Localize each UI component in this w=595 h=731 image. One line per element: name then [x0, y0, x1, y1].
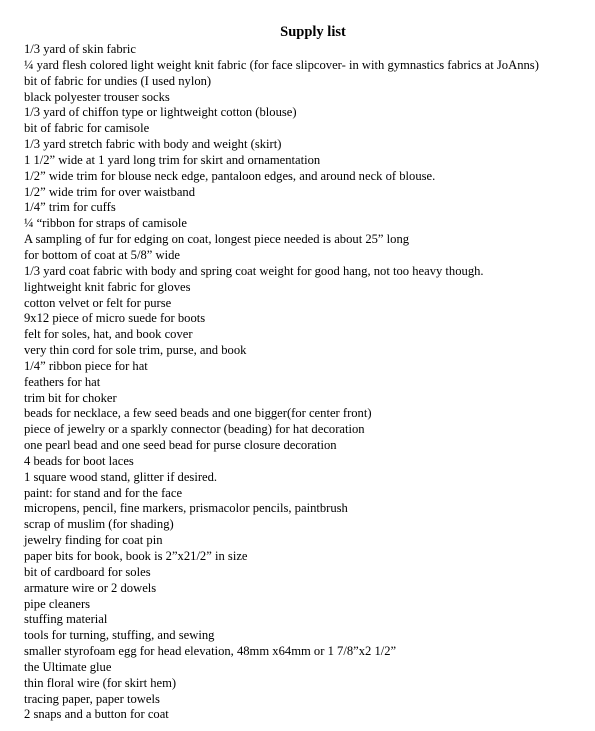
supply-list-item: pipe cleaners	[24, 596, 91, 611]
supply-list-item: A sampling of fur for edging on coat, longest piece needed is about 25” long	[24, 232, 410, 247]
supply-list-item: tracing paper, paper towels	[24, 691, 160, 706]
supply-list-item: 1/3 yard stretch fabric with body and weight (skirt)	[24, 137, 282, 152]
supply-list-item: 1/3 yard of chiffon type or lightweight cotton (blouse)	[24, 105, 297, 120]
supply-list-item: bit of cardboard for soles	[24, 564, 151, 579]
supply-list-item: ¼ “ribbon for straps of camisole	[24, 216, 187, 231]
supply-list-item: armature wire or 2 dowels	[24, 580, 157, 595]
supply-list-item: cotton velvet or felt for purse	[24, 295, 172, 310]
supply-list-item: tools for turning, stuffing, and sewing	[24, 628, 215, 643]
supply-list-item: felt for soles, hat, and book cover	[24, 327, 193, 342]
supply-list-item: 1/4” trim for cuffs	[24, 200, 116, 215]
supply-list-item: 4 beads for boot laces	[24, 453, 134, 468]
supply-list-item: the Ultimate glue	[24, 659, 112, 674]
supply-list	[24, 42, 595, 723]
supply-list-item: micropens, pencil, fine markers, prismacolor pencils, paintbrush	[24, 501, 348, 516]
supply-list-item: bit of fabric for camisole	[24, 121, 150, 136]
supply-list-item: black polyester trouser socks	[24, 89, 170, 104]
page-title: Supply list	[280, 24, 346, 40]
supply-list-item: 1/3 yard of skin fabric	[24, 42, 136, 56]
supply-list-item: ¼ yard flesh colored light weight knit fabric (for face slipcover- in with gymnastics fabrics at JoAnns)	[24, 57, 539, 72]
supply-list-item: one pearl bead and one seed bead for purse closure decoration	[24, 438, 337, 453]
supply-list-item: bit of fabric for undies (I used nylon)	[24, 73, 212, 88]
supply-list-item: thin floral wire (for skirt hem)	[24, 675, 177, 690]
supply-list-item: feathers for hat	[24, 374, 101, 389]
supply-list-item: for bottom of coat at 5/8” wide	[24, 247, 180, 262]
supply-list-item: very thin cord for sole trim, purse, and book	[24, 343, 247, 358]
supply-list-item: 1/3 yard coat fabric with body and spring coat weight for good hang, not too heavy though.	[24, 263, 484, 278]
supply-list-item: scrap of muslim (for shading)	[24, 517, 174, 532]
supply-list-item: smaller styrofoam egg for head elevation, 48mm x64mm or 1 7/8”x2 1/2”	[24, 644, 397, 659]
supply-list-item: lightweight knit fabric for gloves	[24, 279, 191, 294]
supply-list-item: jewelry finding for coat pin	[24, 533, 163, 548]
supply-list-item: 9x12 piece of micro suede for boots	[24, 311, 206, 326]
supply-list-item: 2 snaps and a button for coat	[24, 707, 169, 722]
supply-list-item: 1/4” ribbon piece for hat	[24, 358, 148, 373]
supply-list-item: paint: for stand and for the face	[24, 485, 183, 500]
supply-list-item: stuffing material	[24, 612, 108, 627]
supply-list-item: trim bit for choker	[24, 390, 117, 405]
supply-list-item: 1 square wood stand, glitter if desired.	[24, 469, 218, 484]
supply-list-item: beads for necklace, a few seed beads and one bigger(for center front)	[24, 406, 372, 421]
supply-list-item: 1 1/2” wide at 1 yard long trim for skirt and ornamentation	[24, 152, 321, 167]
supply-list-item: 1/2” wide trim for blouse neck edge, pantaloon edges, and around neck of blouse.	[24, 168, 436, 183]
supply-list-item: paper bits for book, book is 2”x21/2” in size	[24, 549, 248, 563]
supply-list-item: piece of jewelry or a sparkly connector (beading) for hat decoration	[24, 422, 365, 437]
supply-list-item: 1/2” wide trim for over waistband	[24, 184, 196, 199]
